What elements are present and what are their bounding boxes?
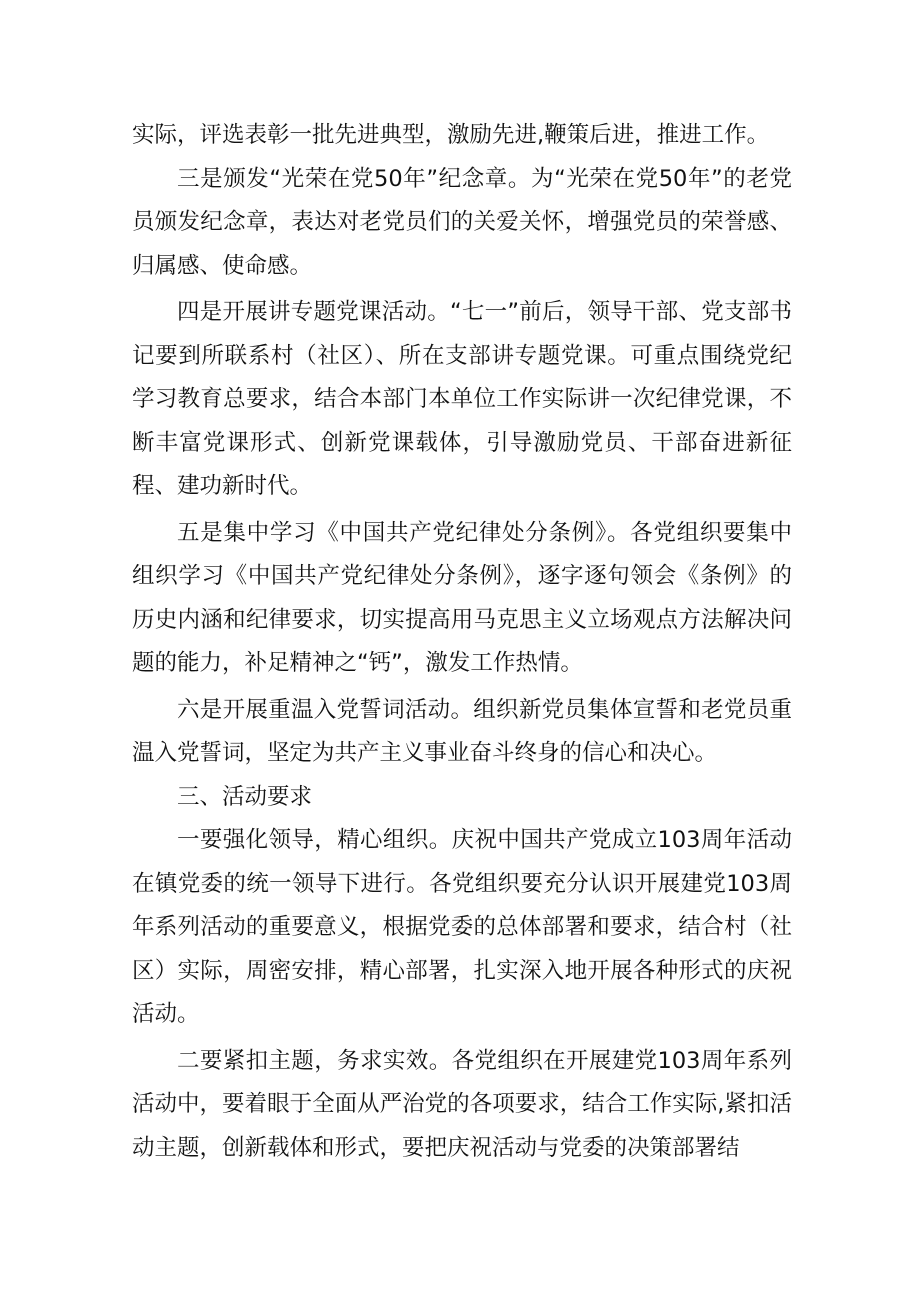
document-body <box>132 114 792 1170</box>
paragraph-item-five: 五是集中学习《中国共产党纪律处分条例》。各党组织要集中组织学习《中国共产党纪律处分条例》，逐字逐句领会《条例》的历史内涵和纪律要求，切实提高用马克思主义立场观点方法解决问题的能力，补足精神之“钙”，激发工作热情。 <box>132 519 792 676</box>
paragraph-item-six: 六是开展重温入党誓词活动。组织新党员集体宣誓和老党员重温入党誓词，坚定为共产主义事业奋斗终身的信心和决心。 <box>132 696 792 766</box>
section-heading: 三、活动要求 <box>177 783 313 810</box>
paragraph-continuation: 实际，评选表彰一批先进典型，激励先进,鞭策后进，推进工作。 <box>132 122 770 148</box>
paragraph-requirement-two: 二要紧扣主题，务求实效。各党组织在开展建党103周年系列活动中，要着眼于全面从严治党的各项要求，结合工作实际,紧扣活动主题，创新载体和形式，要把庆祝活动与党委的决策部署结 <box>132 1047 792 1161</box>
paragraph-item-four: 四是开展讲专题党课活动。“七一”前后，领导干部、党支部书记要到所联系村（社区）、所在支部讲专题党课。可重点围绕党纪学习教育总要求，结合本部门本单位工作实际讲一次纪律党课，不断丰富党课形式、创新党课载体，引导激励党员、干部奋进新征程、建功新时代。 <box>132 299 792 499</box>
paragraph-item-three: 三是颁发“光荣在党50年”纪念章。为“光荣在党50年”的老党员颁发纪念章，表达对老党员们的关爱关怀，增强党员的荣誉感、归属感、使命感。 <box>132 165 792 279</box>
paragraph-requirement-one: 一要强化领导，精心组织。庆祝中国共产党成立103周年活动在镇党委的统一领导下进行。各党组织要充分认识开展建党103周年系列活动的重要意义，根据党委的总体部署和要求，结合村（社区）实际，周密安排，精心部署，扎实深入地开展各种形式的庆祝活动。 <box>132 827 792 1027</box>
